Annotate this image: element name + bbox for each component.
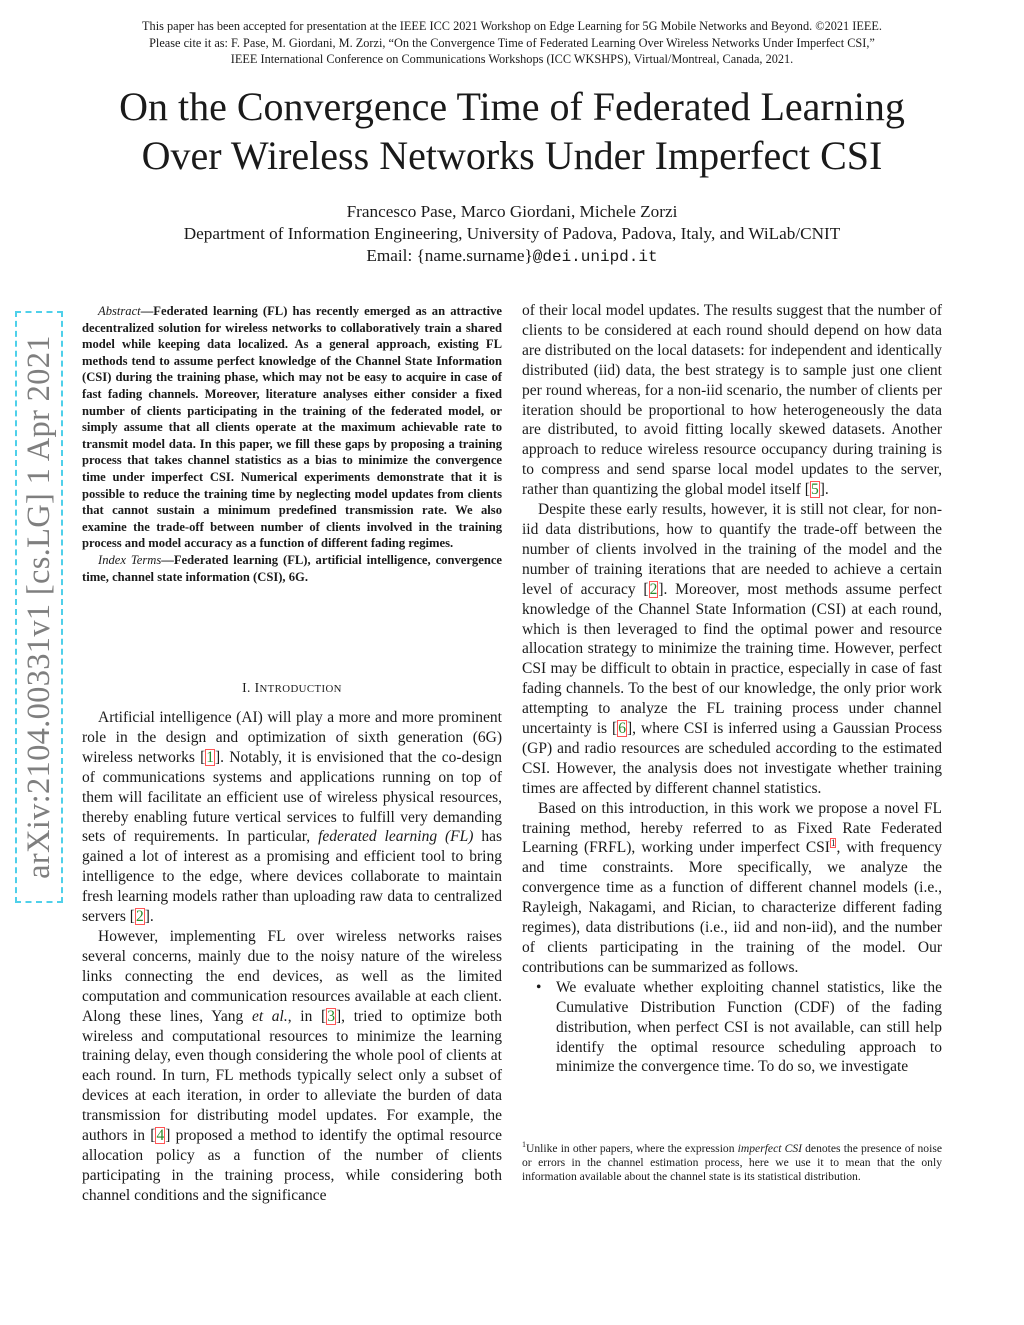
author-block: [60, 201, 964, 268]
intro-paragraph-1: [82, 708, 502, 927]
emphasis-text: federated learning (FL): [318, 828, 474, 846]
arxiv-stamp[interactable]: arXiv:2104.00331v1 [cs.LG] 1 Apr 2021: [14, 310, 64, 904]
text-run: Despite these early results, however, it is still not clear, for non-iid data distributions, how to quantify the trade-off between the number of clients involved in the training of the model and the number of training iterations that are needed to achieve a certain level of accuracy [: [522, 501, 942, 598]
intro-paragraph-4: [522, 799, 942, 978]
text-run: has gained a lot of interest as a promising and efficient tool to bring intelligence to the edge, where devices collaborate to maintain fresh learning models rather than uploading raw data to centralized servers [: [82, 828, 502, 926]
title-line-2: Over Wireless Networks Under Imperfect CSI: [141, 133, 883, 178]
title-line-1: On the Convergence Time of Federated Learning: [119, 84, 905, 129]
text-run: ], tried to optimize both wireless and computational resources to minimize the learning training delay, even though considering the whole pool of clients at each round. In turn, FL methods typically select only a subset of devices at each iteration, in order to alleviate the burden of data transmission for distributing model updates. For example, the authors in [: [82, 1007, 502, 1145]
text-run: Based on this introduction, in this work we propose a novel FL training method, hereby referred to as Fixed Rate Federated Learning (FRFL), working under imperfect CSI: [522, 799, 942, 857]
left-column-body: [82, 708, 502, 1206]
text-run: ]. Notably, it is envisioned that the co-design of communications systems and applications running on top of them will facilitate an efficient use of wireless physical resources, thereby enabling future vertical services to fulfill very demanding sets of requirements. In particular,: [82, 748, 503, 846]
publication-notice: [80, 18, 944, 68]
index-terms-label: Index Terms: [98, 552, 162, 567]
citation-link[interactable]: 3: [327, 1007, 335, 1025]
abstract-paragraph: [82, 303, 502, 552]
author-names: Francesco Pase, Marco Giordani, Michele Zorzi: [346, 202, 678, 221]
right-column-body: [522, 301, 942, 1077]
citation-link[interactable]: 5: [810, 481, 819, 499]
notice-line-1: This paper has been accepted for presentation at the IEEE ICC 2021 Workshop on Edge Learning for 5G Mobile Networks and Beyond. ©2021 IEEE.: [142, 19, 882, 33]
section-initial: I: [254, 680, 260, 695]
citation-link[interactable]: 1: [206, 748, 214, 766]
text-run: of their local model updates. The results suggest that the number of clients to be considered at each round should depend on how data are distributed on the local datasets: for independent and identically distributed (iid) data, the best strategy is to sample just one client per round whereas, for a non-iid scenario, the number of clients per iteration should be proportional to how heterogeneously the data are distributed, to avoid fitting locally skewed datasets. Another approach to reduce wireless resource occupancy during training is to compress and send sparse local model updates to the server, rather than quantizing the global model itself [: [522, 302, 942, 499]
footnote-link[interactable]: 1: [830, 838, 836, 849]
notice-line-3: IEEE International Conference on Communications Workshops (ICC WKSHPS), Virtual/Montreal, Canada, 2021.: [230, 52, 794, 66]
intro-paragraph-2-continued: [522, 301, 942, 500]
text-run: ] proposed a method to identify the optimal resource allocation policy as a function of the number of clients participating in the training process, while considering both channel conditions and the significance: [82, 1127, 502, 1204]
text-run: However, implementing FL over wireless networks raises several concerns, mainly due to the noisy nature of the wireless links connecting the end devices, as well as the limited computation and communication resources available at each client. Along these lines, Yang: [82, 927, 502, 1025]
index-terms-text: —Federated learning (FL), artificial intelligence, convergence time, channel state information (CSI), 6G.: [82, 552, 503, 584]
citation-link[interactable]: 2: [649, 580, 658, 598]
intro-paragraph-2: [82, 927, 502, 1206]
intro-paragraph-3: [522, 500, 942, 799]
text-run: Artificial intelligence (AI) will play a more and more prominent role in the design and optimization of sixth generation (6G) wireless networks [: [82, 709, 502, 766]
email-user: {name.surname}: [416, 246, 533, 265]
text-run: ].: [819, 481, 829, 499]
abstract-label: Abstract: [98, 304, 141, 318]
text-run: ]. Moreover, most methods assume perfect knowledge of the Channel State Information (CSI) at each round, which is then leveraged to find the optimal power and resource allocation strategy to minimize the training time. However, perfect CSI may be difficult to obtain in practice, especially in case of fast fading channels. To the best of our knowledge, the only prior work attempting to analyze the FL training process under channel uncertainty is [: [522, 580, 942, 738]
footnote-mark: 1: [522, 1140, 526, 1150]
text-run: ].: [144, 908, 154, 926]
notice-line-2: Please cite it as: F. Pase, M. Giordani, M. Zorzi, “On the Convergence Time of Federated Learning Over Wireless Networks Under Imperfect CSI,”: [149, 35, 875, 50]
section-number: I.: [242, 680, 255, 695]
text-run: Unlike in other papers, where the expression: [526, 1142, 738, 1155]
section-heading-introduction: [82, 680, 502, 696]
citation-link[interactable]: 6: [618, 720, 626, 738]
text-run: , in [: [287, 1007, 327, 1025]
text-run: ], where CSI is inferred using a Gaussian Process (GP) and radio resources are scheduled according to the estimated CSI. However, the analysis does not investigate whether training times are affected by different channel statistics.: [522, 720, 942, 797]
author-affiliation: Department of Information Engineering, University of Padova, Padova, Italy, and WiLab/CNIT: [183, 224, 841, 243]
text-run: , with frequency and time constraints. More specifically, we analyze the convergence time as a function of different channel models (i.e., Rayleigh, Nakagami, and Rician, to characterize different fading regimes), data distributions (i.e., iid and non-iid), and the number of clients participating in the training of the model. Our contributions can be summarized as follows.: [522, 839, 942, 976]
citation-link[interactable]: 4: [156, 1127, 165, 1145]
author-email: [60, 245, 964, 268]
email-domain: @dei.unipd.it: [532, 248, 658, 266]
section-title-rest: NTRODUCTION: [259, 683, 342, 695]
abstract-text: —Federated learning (FL) has recently emerged as an attractive decentralized solution for wireless networks to collaboratively train a shared model while keeping data localized. As a general approach, existing FL methods tend to assume perfect knowledge of the Channel State Information (CSI) during the training phase, which may not be easy to acquire in case of fast fading channels. Moreover, literature analyses either consider a fixed number of clients participating in the training of the federated model, or simply assume that all clients operate at the maximum achievable rate to transmit model data. In this paper, we fill these gaps by proposing a training process that takes channel statistics as a bias to minimize the convergence time under imperfect CSI. Numerical experiments demonstrate that it is possible to reduce the training time by neglecting model updates from clients that cannot sustain a minimum predefined transmission rate. We also examine the trade-off between number of clients involved in the training process and model accuracy as a function of different fading regimes.: [82, 304, 502, 551]
index-terms: [82, 552, 502, 585]
email-label: Email:: [366, 246, 417, 265]
contribution-list: [522, 978, 942, 1078]
text-run: denotes the presence of noise or errors in the channel estimation process, here we use it to mean that the only information available about the channel state is its statistical distribution.: [522, 1142, 942, 1184]
emphasis-text: et al.: [251, 1007, 288, 1025]
citation-link[interactable]: 2: [135, 908, 144, 926]
list-item: • We evaluate whether exploiting channel statistics, like the Cumulative Distribution Function (CDF) of the fading distribution, when perfect CSI is not available, can still help identify the optimal resource scheduling approach to minimize the convergence time. To do so, we investigate: [556, 978, 942, 1078]
emphasis-text: imperfect CSI: [737, 1142, 802, 1155]
footnote: [522, 1142, 942, 1185]
paper-title: [60, 82, 964, 180]
abstract: [82, 303, 502, 585]
